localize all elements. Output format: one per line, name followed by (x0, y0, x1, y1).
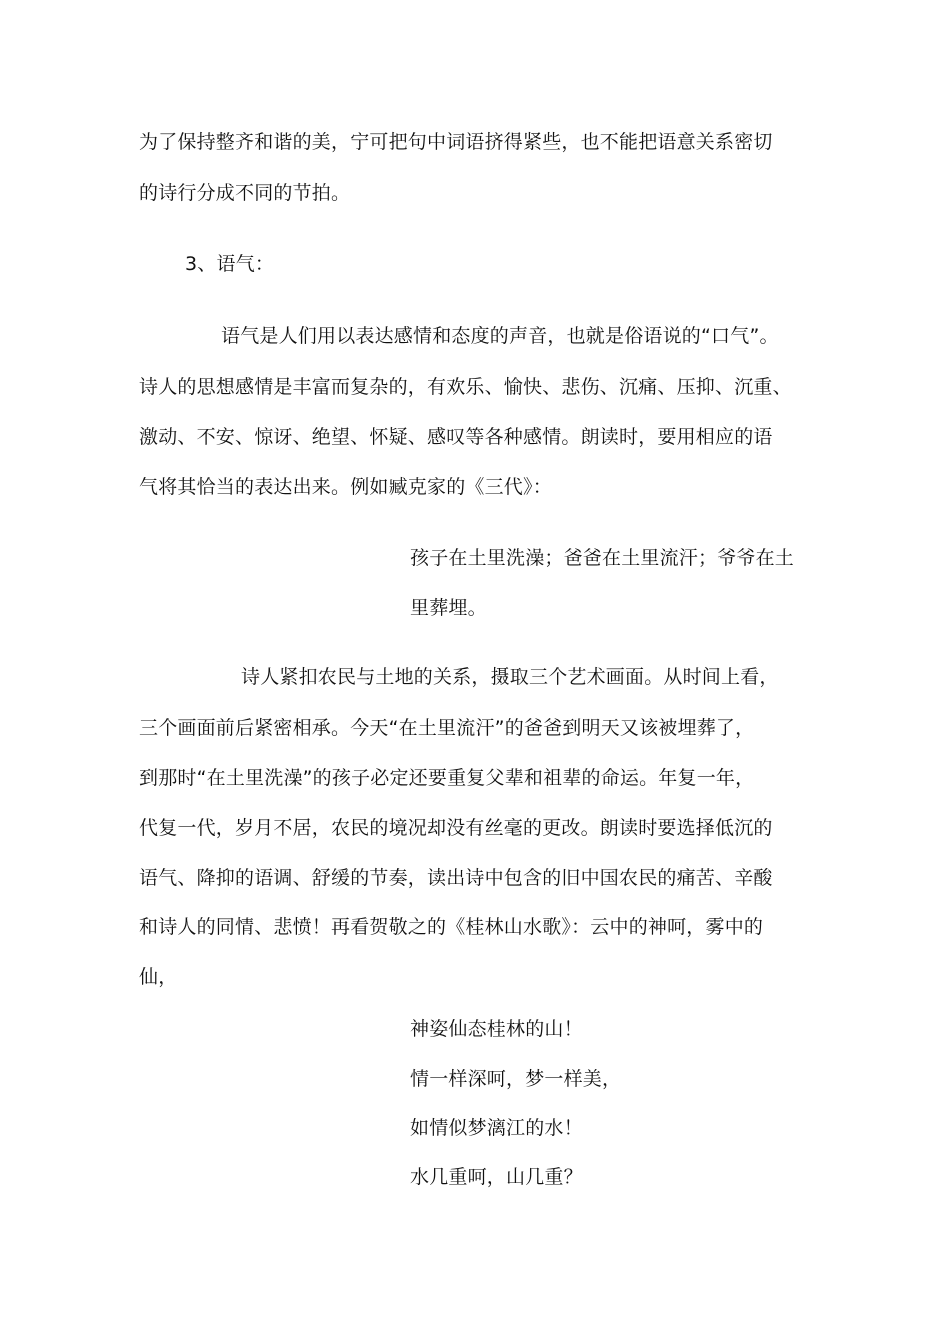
paragraph-3-line-6: 和诗人的同情、悲愤！再看贺敬之的《桂林山水歌》：云中的神呵，雾中的 (139, 916, 764, 938)
section-heading: 3、语气： (185, 253, 275, 275)
paragraph-2-line-1: 语气是人们用以表达感情和态度的声音，也就是俗语说的“口气”。 (221, 325, 779, 347)
quote-2-line-4: 水几重呵，山几重？ (410, 1166, 583, 1188)
quote-2-line-3: 如情似梦漓江的水！ (410, 1117, 583, 1139)
paragraph-3-line-5: 语气、降抑的语调、舒缓的节奏，读出诗中包含的旧中国农民的痛苦、辛酸 (139, 867, 773, 889)
paragraph-3-line-1: 诗人紧扣农民与土地的关系，摄取三个艺术画面。从时间上看， (241, 666, 779, 688)
paragraph-2-line-3: 激动、不安、惊讶、绝望、怀疑、感叹等各种感情。朗读时，要用相应的语 (139, 426, 773, 448)
quote-2-line-2: 情一样深呵，梦一样美， (410, 1068, 622, 1090)
paragraph-1-line-1: 为了保持整齐和谐的美，宁可把句中词语挤得紧些，也不能把语意关系密切 (139, 131, 773, 153)
paragraph-2-line-4: 气将其恰当的表达出来。例如臧克家的《三代》： (139, 476, 552, 498)
paragraph-3-line-3: 到那时“在土里洗澡”的孩子必定还要重复父辈和祖辈的命运。年复一年， (139, 767, 755, 789)
quote-1-line-2: 里葬埋。 (410, 597, 487, 619)
paragraph-1-line-2: 的诗行分成不同的节拍。 (139, 182, 351, 204)
paragraph-3-line-2: 三个画面前后紧密相承。今天“在土里流汗”的爸爸到明天又该被埋葬了， (139, 717, 755, 739)
paragraph-2-line-2: 诗人的思想感情是丰富而复杂的，有欢乐、愉快、悲伤、沉痛、压抑、沉重、 (139, 376, 792, 398)
paragraph-3-line-7: 仙， (139, 966, 178, 988)
paragraph-3-line-4: 代复一代，岁月不居，农民的境况却没有丝毫的更改。朗读时要选择低沉的 (139, 817, 773, 839)
quote-1-line-1: 孩子在土里洗澡；爸爸在土里流汗；爷爷在土 (410, 547, 795, 569)
quote-2-line-1: 神姿仙态桂林的山！ (410, 1018, 583, 1040)
